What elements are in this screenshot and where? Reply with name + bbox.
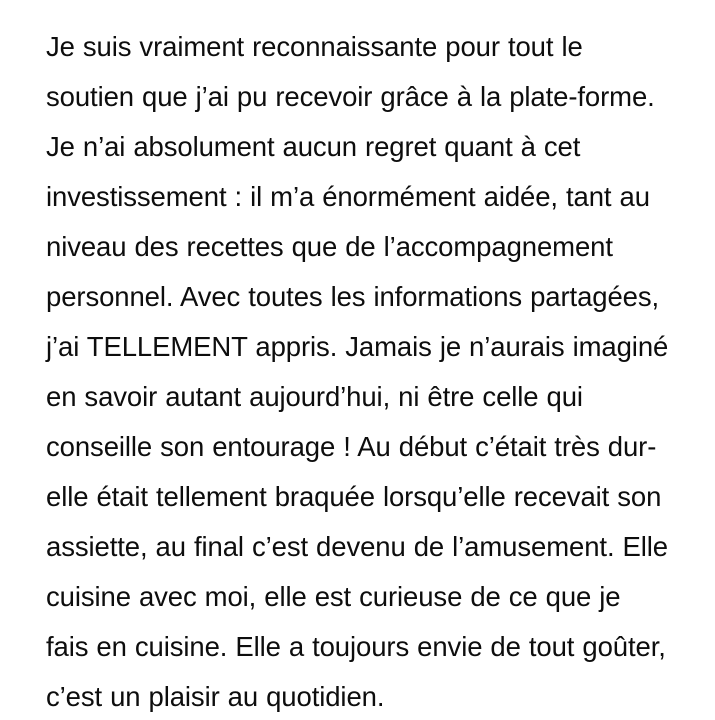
testimonial-paragraph: Je suis vraiment reconnaissante pour tout le soutien que j’ai pu recevoir grâce à la plate-forme. Je n’ai absolument aucun regret quant à cet investissement : il m’a énormément aidée, tant au niveau des recettes que de l’accompagnement personnel. Avec toutes les informations partagées, j’ai TELLEMENT appris. Jamais je n’aurais imaginé en savoir autant aujourd’hui, ni être celle qui conseille son entourage ! Au début c’était très dur- elle était tellement braquée lorsqu’elle recevait son assiette, au final c’est devenu de l’amusement. Elle cuisine avec moi, elle est curieuse de ce que je fais en cuisine. Elle a toujours envie de tout goûter, c’est un plaisir au quotidien. xyxy=(46,31,677,712)
